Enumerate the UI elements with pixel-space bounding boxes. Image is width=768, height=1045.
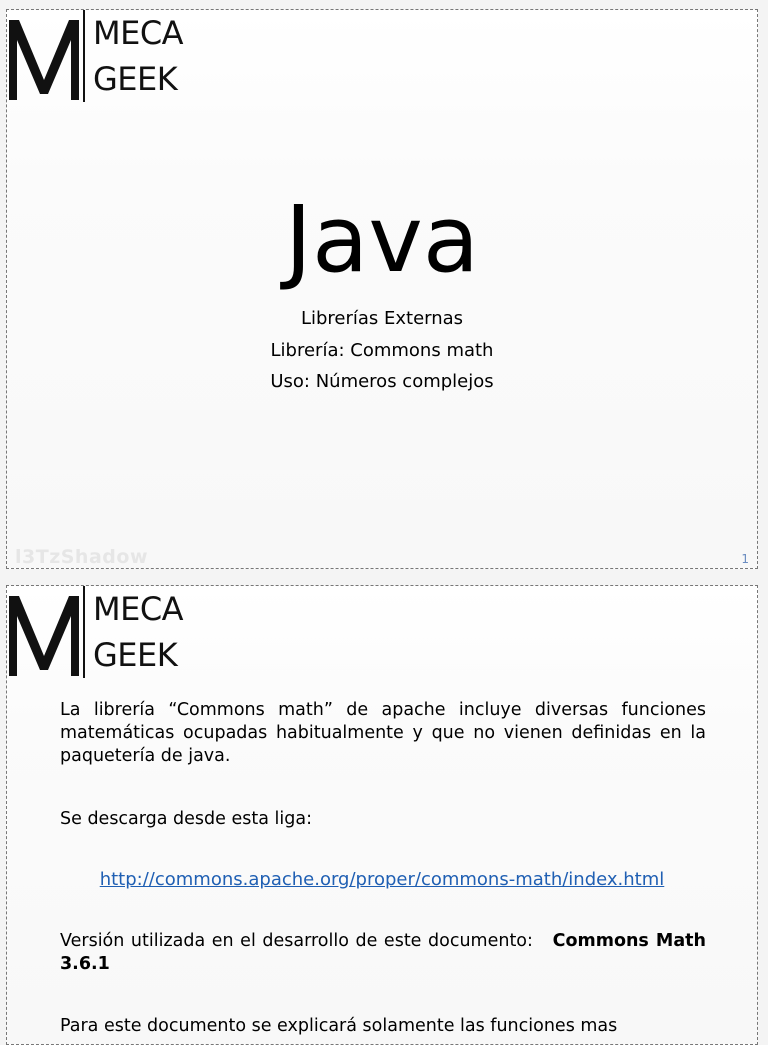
- logo: [9, 586, 199, 681]
- version-value: Commons Math 3.6.1: [60, 931, 706, 974]
- logo-divider: [83, 10, 85, 102]
- download-paragraph: Se descarga desde esta liga:: [60, 809, 312, 829]
- download-link[interactable]: http://commons.apache.org/proper/commons-math/index.html: [99, 869, 665, 890]
- logo: [9, 10, 199, 105]
- subtitle-library: Librería: Commons math: [270, 340, 494, 361]
- intro-paragraph: La librería “Commons math” de apache incluye diversas funciones matemáticas ocupadas habitualmente y que no vienen definidas en la paquetería de java.: [60, 700, 706, 766]
- logo-divider: [83, 586, 85, 678]
- logo-text-line1: MECA: [93, 14, 184, 52]
- version-paragraph: [60, 930, 706, 976]
- subtitle-usage: Uso: Números complejos: [270, 371, 494, 392]
- scope-paragraph: Para este documento se explicará solamente las funciones mas: [60, 1016, 618, 1036]
- slide-title: Java: [284, 186, 480, 293]
- subtitle-external-libraries: Librerías Externas: [300, 308, 464, 329]
- logo-text-line1: MECA: [93, 590, 184, 628]
- slide-1: [6, 9, 758, 569]
- page-number: 1: [741, 552, 749, 566]
- watermark: l3TzShadow: [15, 546, 148, 568]
- slide-2: [6, 585, 758, 1045]
- logo-m-icon: [9, 14, 79, 100]
- logo-text-line2: GEEK: [93, 60, 178, 98]
- logo-text-line2: GEEK: [93, 636, 178, 674]
- version-text: Versión utilizada en el desarrollo de este documento:: [60, 931, 533, 951]
- logo-m-icon: [9, 590, 79, 676]
